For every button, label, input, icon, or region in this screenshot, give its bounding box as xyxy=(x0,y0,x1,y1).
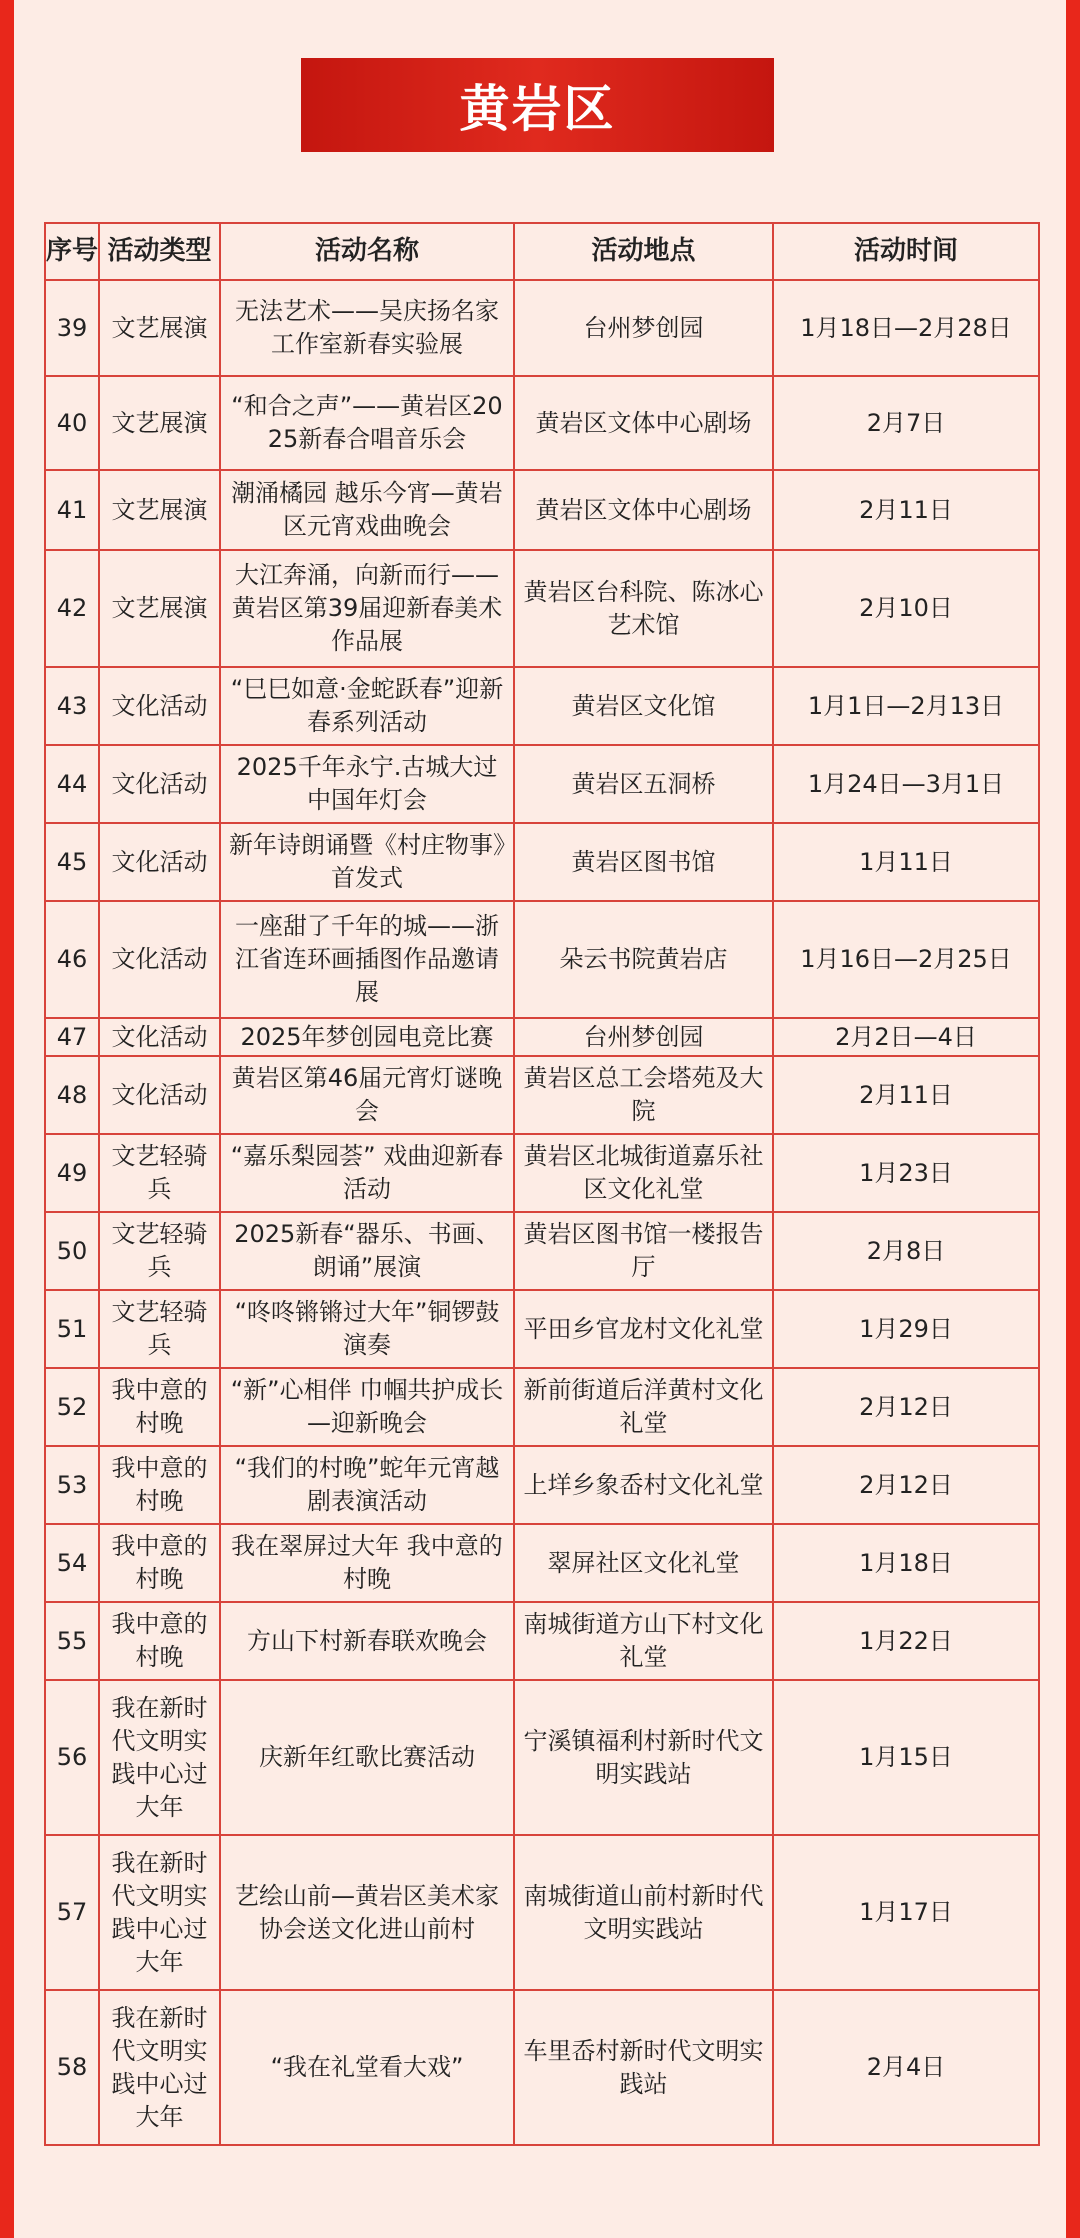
cell-name: 黄岩区第46届元宵灯谜晚会 xyxy=(220,1056,514,1134)
cell-type: 文化活动 xyxy=(99,745,220,823)
cell-time: 1月24日—3月1日 xyxy=(773,745,1039,823)
cell-name: 我在翠屏过大年 我中意的村晚 xyxy=(220,1524,514,1602)
cell-time: 2月12日 xyxy=(773,1368,1039,1446)
cell-number: 45 xyxy=(45,823,99,901)
cell-location: 上垟乡象岙村文化礼堂 xyxy=(514,1446,773,1524)
cell-location: 翠屏社区文化礼堂 xyxy=(514,1524,773,1602)
cell-number: 39 xyxy=(45,280,99,376)
cell-type: 文艺展演 xyxy=(99,280,220,376)
cell-time: 2月12日 xyxy=(773,1446,1039,1524)
cell-time: 1月1日—2月13日 xyxy=(773,667,1039,745)
table-row xyxy=(45,376,1039,470)
cell-number: 58 xyxy=(45,1990,99,2145)
cell-name: 艺绘山前—黄岩区美术家协会送文化进山前村 xyxy=(220,1835,514,1990)
cell-number: 41 xyxy=(45,470,99,550)
cell-number: 43 xyxy=(45,667,99,745)
cell-type: 文艺展演 xyxy=(99,550,220,667)
table-row xyxy=(45,1446,1039,1524)
cell-time: 1月29日 xyxy=(773,1290,1039,1368)
table-row xyxy=(45,1835,1039,1990)
cell-number: 52 xyxy=(45,1368,99,1446)
cell-name: “我在礼堂看大戏” xyxy=(220,1990,514,2145)
cell-time: 1月18日—2月28日 xyxy=(773,280,1039,376)
table-row xyxy=(45,745,1039,823)
table-row xyxy=(45,1018,1039,1056)
cell-time: 1月16日—2月25日 xyxy=(773,901,1039,1018)
cell-name: 无法艺术——吴庆扬名家工作室新春实验展 xyxy=(220,280,514,376)
cell-number: 47 xyxy=(45,1018,99,1056)
table-row xyxy=(45,550,1039,667)
cell-location: 黄岩区五洞桥 xyxy=(514,745,773,823)
cell-name: 2025新春“器乐、书画、朗诵”展演 xyxy=(220,1212,514,1290)
activity-table xyxy=(44,222,1040,2146)
table-row xyxy=(45,667,1039,745)
cell-time: 2月10日 xyxy=(773,550,1039,667)
cell-type: 文化活动 xyxy=(99,1018,220,1056)
table-row xyxy=(45,470,1039,550)
cell-number: 50 xyxy=(45,1212,99,1290)
cell-type: 我中意的村晚 xyxy=(99,1524,220,1602)
table-row xyxy=(45,1680,1039,1835)
table-row xyxy=(45,1134,1039,1212)
cell-location: 宁溪镇福利村新时代文明实践站 xyxy=(514,1680,773,1835)
table-row xyxy=(45,280,1039,376)
cell-type: 文艺轻骑兵 xyxy=(99,1212,220,1290)
table-row xyxy=(45,901,1039,1018)
cell-time: 2月7日 xyxy=(773,376,1039,470)
cell-type: 文化活动 xyxy=(99,823,220,901)
header-time: 活动时间 xyxy=(773,223,1039,280)
cell-location: 车里岙村新时代文明实践站 xyxy=(514,1990,773,2145)
table-row xyxy=(45,1368,1039,1446)
page-title: 黄岩区 xyxy=(459,80,616,138)
table-row xyxy=(45,1524,1039,1602)
cell-location: 黄岩区文体中心剧场 xyxy=(514,470,773,550)
cell-time: 1月15日 xyxy=(773,1680,1039,1835)
header-number: 序号 xyxy=(45,223,99,280)
cell-type: 文艺展演 xyxy=(99,376,220,470)
cell-type: 文艺轻骑兵 xyxy=(99,1134,220,1212)
cell-type: 我在新时代文明实践中心过大年 xyxy=(99,1990,220,2145)
cell-location: 平田乡官龙村文化礼堂 xyxy=(514,1290,773,1368)
cell-type: 我在新时代文明实践中心过大年 xyxy=(99,1680,220,1835)
cell-location: 黄岩区文化馆 xyxy=(514,667,773,745)
cell-time: 2月4日 xyxy=(773,1990,1039,2145)
cell-location: 黄岩区图书馆一楼报告厅 xyxy=(514,1212,773,1290)
cell-number: 53 xyxy=(45,1446,99,1524)
cell-number: 56 xyxy=(45,1680,99,1835)
table-row xyxy=(45,1290,1039,1368)
cell-name: 庆新年红歌比赛活动 xyxy=(220,1680,514,1835)
cell-type: 我中意的村晚 xyxy=(99,1368,220,1446)
cell-name: 新年诗朗诵暨《村庄物事》首发式 xyxy=(220,823,514,901)
left-border-decoration xyxy=(0,0,14,2238)
cell-time: 1月18日 xyxy=(773,1524,1039,1602)
cell-location: 黄岩区文体中心剧场 xyxy=(514,376,773,470)
table-row xyxy=(45,1212,1039,1290)
header-location: 活动地点 xyxy=(514,223,773,280)
cell-number: 40 xyxy=(45,376,99,470)
cell-name: “和合之声”——黄岩区2025新春合唱音乐会 xyxy=(220,376,514,470)
cell-location: 新前街道后洋黄村文化礼堂 xyxy=(514,1368,773,1446)
table-row xyxy=(45,1602,1039,1680)
cell-number: 54 xyxy=(45,1524,99,1602)
table-header-row xyxy=(45,223,1039,280)
cell-number: 51 xyxy=(45,1290,99,1368)
cell-name: “巳巳如意·金蛇跃春”迎新春系列活动 xyxy=(220,667,514,745)
cell-location: 台州梦创园 xyxy=(514,280,773,376)
cell-type: 文艺轻骑兵 xyxy=(99,1290,220,1368)
cell-time: 2月11日 xyxy=(773,1056,1039,1134)
table-row xyxy=(45,823,1039,901)
right-border-decoration xyxy=(1066,0,1080,2238)
cell-name: “嘉乐梨园荟” 戏曲迎新春活动 xyxy=(220,1134,514,1212)
cell-name: 大江奔涌，向新而行——黄岩区第39届迎新春美术作品展 xyxy=(220,550,514,667)
cell-location: 南城街道山前村新时代文明实践站 xyxy=(514,1835,773,1990)
cell-time: 1月11日 xyxy=(773,823,1039,901)
cell-time: 2月2日—4日 xyxy=(773,1018,1039,1056)
cell-location: 黄岩区北城街道嘉乐社区文化礼堂 xyxy=(514,1134,773,1212)
cell-time: 1月17日 xyxy=(773,1835,1039,1990)
cell-type: 文艺展演 xyxy=(99,470,220,550)
cell-type: 我在新时代文明实践中心过大年 xyxy=(99,1835,220,1990)
cell-type: 文化活动 xyxy=(99,667,220,745)
cell-name: 方山下村新春联欢晚会 xyxy=(220,1602,514,1680)
cell-type: 我中意的村晚 xyxy=(99,1602,220,1680)
cell-location: 黄岩区总工会塔苑及大院 xyxy=(514,1056,773,1134)
cell-time: 1月23日 xyxy=(773,1134,1039,1212)
cell-name: 一座甜了千年的城——浙江省连环画插图作品邀请展 xyxy=(220,901,514,1018)
cell-location: 朵云书院黄岩店 xyxy=(514,901,773,1018)
cell-time: 2月8日 xyxy=(773,1212,1039,1290)
cell-location: 黄岩区图书馆 xyxy=(514,823,773,901)
cell-number: 57 xyxy=(45,1835,99,1990)
cell-number: 48 xyxy=(45,1056,99,1134)
cell-type: 我中意的村晚 xyxy=(99,1446,220,1524)
cell-name: 2025年梦创园电竞比赛 xyxy=(220,1018,514,1056)
table-row xyxy=(45,1990,1039,2145)
cell-name: 潮涌橘园 越乐今宵—黄岩区元宵戏曲晚会 xyxy=(220,470,514,550)
cell-number: 49 xyxy=(45,1134,99,1212)
cell-name: 2025千年永宁.古城大过中国年灯会 xyxy=(220,745,514,823)
cell-type: 文化活动 xyxy=(99,1056,220,1134)
cell-number: 42 xyxy=(45,550,99,667)
cell-type: 文化活动 xyxy=(99,901,220,1018)
cell-time: 2月11日 xyxy=(773,470,1039,550)
cell-time: 1月22日 xyxy=(773,1602,1039,1680)
cell-location: 台州梦创园 xyxy=(514,1018,773,1056)
cell-number: 55 xyxy=(45,1602,99,1680)
cell-name: “咚咚锵锵过大年”铜锣鼓演奏 xyxy=(220,1290,514,1368)
title-banner xyxy=(301,58,774,152)
cell-location: 南城街道方山下村文化礼堂 xyxy=(514,1602,773,1680)
table-row xyxy=(45,1056,1039,1134)
cell-number: 44 xyxy=(45,745,99,823)
cell-number: 46 xyxy=(45,901,99,1018)
cell-location: 黄岩区台科院、陈冰心艺术馆 xyxy=(514,550,773,667)
cell-name: “新”心相伴 巾帼共护成长—迎新晚会 xyxy=(220,1368,514,1446)
header-name: 活动名称 xyxy=(220,223,514,280)
cell-name: “我们的村晚”蛇年元宵越剧表演活动 xyxy=(220,1446,514,1524)
header-type: 活动类型 xyxy=(99,223,220,280)
